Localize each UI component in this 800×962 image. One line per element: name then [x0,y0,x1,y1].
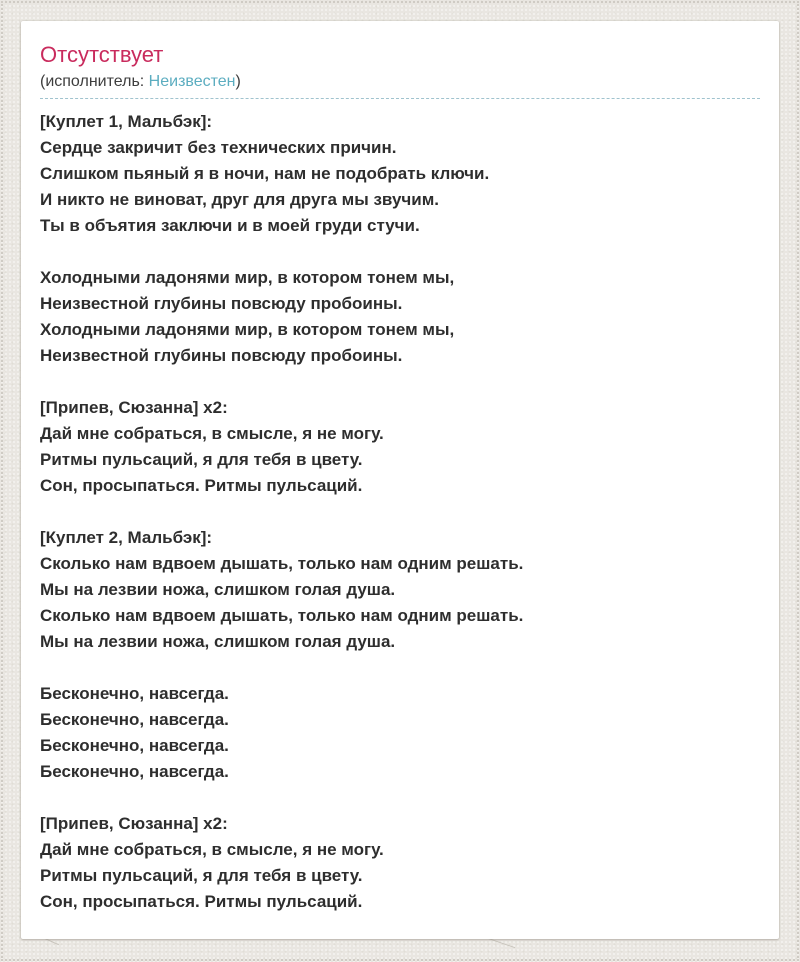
artist-line [40,72,760,99]
song-header [40,42,760,99]
artist-link[interactable]: Неизвестен [148,73,236,91]
lyric-line: Бесконечно, навсегда. [40,684,229,704]
lyric-line: Слишком пьяный я в ночи, нам не подобрать ключи. [40,164,490,184]
lyric-line: [Припев, Сюзанна] x2: [40,814,228,834]
lyric-line: Ты в объятия заключи и в моей груди стучи. [40,216,420,236]
lyric-line: Мы на лезвии ножа, слишком голая душа. [40,580,396,600]
lyric-line: Сколько нам вдвоем дышать, только нам одним решать. [40,606,524,626]
lyric-line: [Куплет 1, Мальбэк]: [40,112,213,132]
lyrics-card [21,21,779,939]
lyric-line: Дай мне собраться, в смысле, я не могу. [40,840,384,860]
lyric-line: Холодными ладонями мир, в котором тонем мы, [40,320,455,340]
lyric-line: Неизвестной глубины повсюду пробоины. [40,294,403,314]
lyric-line: [Припев, Сюзанна] x2: [40,398,228,418]
lyric-line: Ритмы пульсаций, я для тебя в цвету. [40,866,363,886]
song-title: Отсутствует [40,42,164,67]
lyric-line [40,785,760,811]
lyric-line: [Куплет 2, Мальбэк]: [40,528,213,548]
lyric-line: Бесконечно, навсегда. [40,762,229,782]
lyric-line: Сон, просыпаться. Ритмы пульсаций. [40,892,363,912]
lyrics-text-block [40,109,760,915]
artist-label-prefix: (исполнитель: [40,73,149,91]
lyric-line [40,655,760,681]
lyric-line: Бесконечно, навсегда. [40,736,229,756]
lyric-line: Мы на лезвии ножа, слишком голая душа. [40,632,396,652]
lyric-line: Сердце закричит без технических причин. [40,138,397,158]
lyric-line: Сколько нам вдвоем дышать, только нам одним решать. [40,554,524,574]
lyric-line: Бесконечно, навсегда. [40,710,229,730]
lyric-line [40,239,760,265]
lyric-line: И никто не виноват, друг для друга мы звучим. [40,190,440,210]
lyric-line: Неизвестной глубины повсюду пробоины. [40,346,403,366]
lyric-line: Ритмы пульсаций, я для тебя в цвету. [40,450,363,470]
lyric-line [40,499,760,525]
lyric-line [40,369,760,395]
lyric-line: Холодными ладонями мир, в котором тонем мы, [40,268,455,288]
lyric-line: Сон, просыпаться. Ритмы пульсаций. [40,476,363,496]
lyric-line: Дай мне собраться, в смысле, я не могу. [40,424,384,444]
artist-label-suffix: ) [235,73,241,91]
